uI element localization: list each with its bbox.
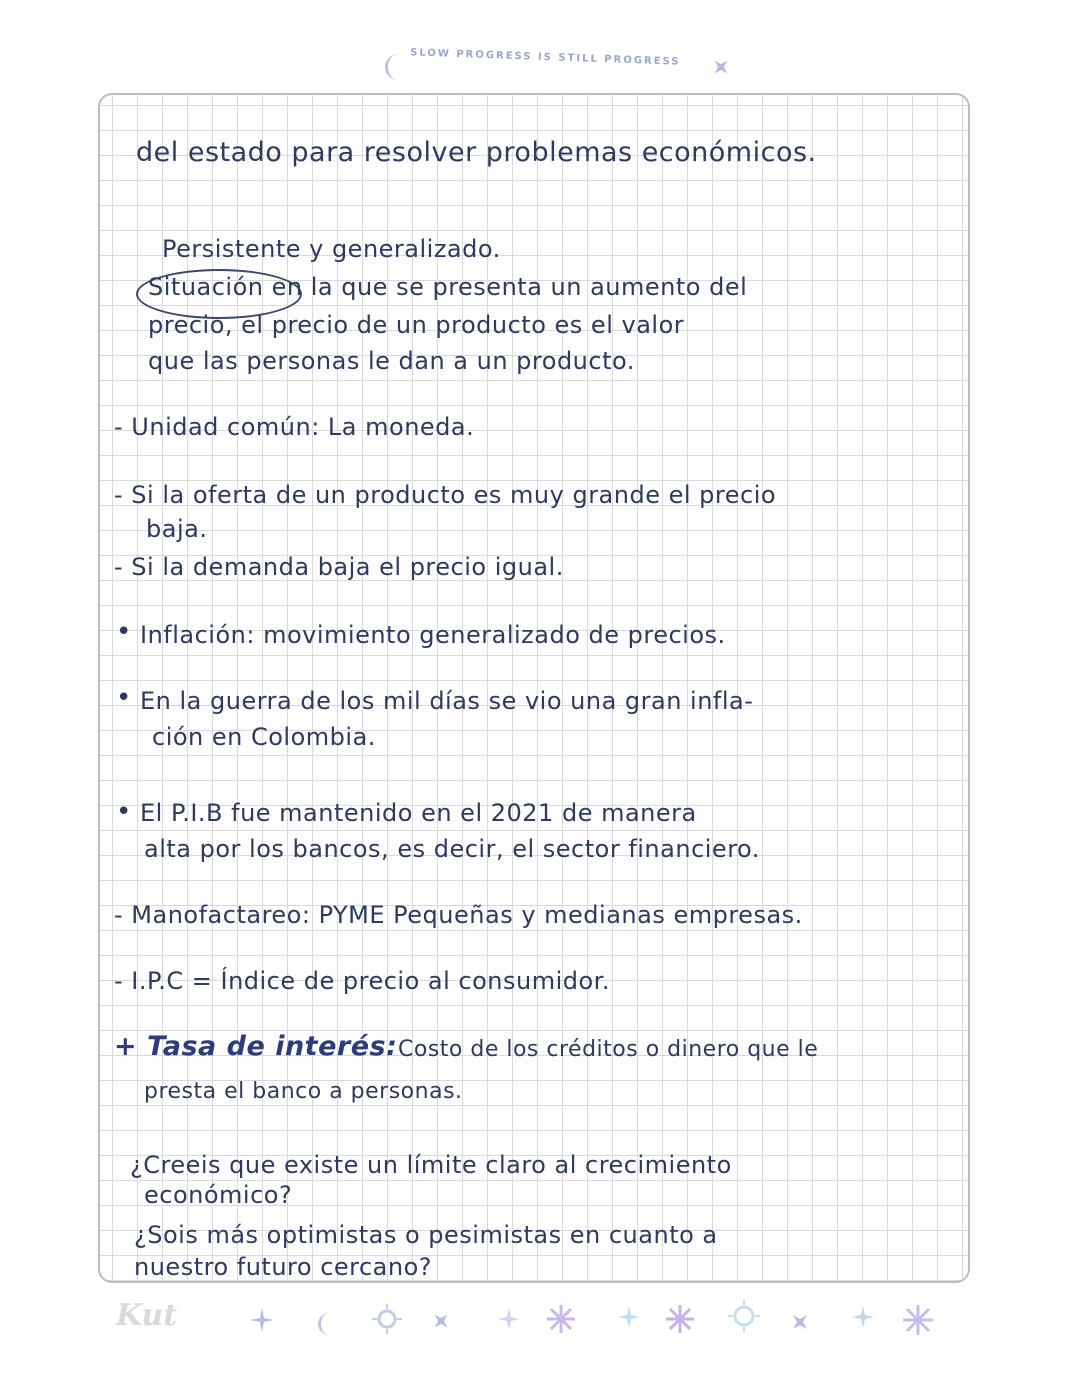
annotation-line: Persistente y generalizado. [162, 235, 501, 263]
text-line: - Manofactareo: PYME Pequeñas y medianas empresas. [114, 901, 803, 929]
text-line: del estado para resolver problemas económicos. [136, 137, 817, 168]
text-line: - Unidad común: La moneda. [114, 413, 475, 441]
text-line: precio, el precio de un producto es el valor [148, 311, 685, 339]
text-line: que las personas le dan a un producto. [148, 347, 635, 375]
question-line: nuestro futuro cercano? [134, 1253, 433, 1281]
text-line: - Si la demanda baja el precio igual. [114, 553, 564, 581]
sparkle-icon [498, 1308, 520, 1330]
notebook-page [98, 93, 970, 1283]
text-line: presta el banco a personas. [144, 1079, 463, 1104]
footer-decorations [110, 1296, 950, 1346]
question-line: económico? [144, 1181, 293, 1209]
sparkle-icon [618, 1306, 640, 1328]
star-icon [432, 1312, 450, 1330]
moon-icon [380, 52, 406, 82]
text-line: - Si la oferta de un producto es muy grande el precio [114, 481, 777, 509]
question-line: ¿Creeis que existe un límite claro al crecimiento [130, 1151, 732, 1179]
sparkle-icon [250, 1308, 274, 1332]
sun-icon [728, 1300, 760, 1332]
bullet-dot: • [116, 617, 132, 647]
text-line: En la guerra de los mil días se vio una gran infla- [140, 687, 754, 715]
text-line: alta por los bancos, es decir, el sector financiero. [144, 835, 760, 863]
text-line: El P.I.B fue mantenido en el 2021 de manera [140, 799, 697, 827]
term-heading: + Tasa de interés: [114, 1031, 398, 1062]
moon-icon [315, 1312, 333, 1336]
term-heading-text: Tasa de interés: [147, 1031, 398, 1062]
burst-icon [902, 1304, 934, 1336]
text-line: Costo de los créditos o dinero que le [398, 1037, 819, 1062]
star-icon [790, 1312, 810, 1332]
text-line: ción en Colombia. [152, 723, 376, 751]
header-banner [380, 48, 760, 88]
star-icon [712, 58, 730, 76]
sparkle-icon [852, 1306, 874, 1328]
burst-icon [546, 1304, 576, 1334]
brand-logo: Kut [116, 1298, 178, 1333]
sun-icon [372, 1304, 402, 1334]
text-line: baja. [146, 515, 208, 543]
text-line: Situación en la que se presenta un aumento del [148, 273, 748, 301]
burst-icon [665, 1304, 695, 1334]
text-line: - I.P.C = Índice de precio al consumidor. [114, 967, 610, 995]
banner-text: SLOW PROGRESS IS STILL PROGRESS [409, 47, 681, 68]
question-line: ¿Sois más optimistas o pesimistas en cuanto a [134, 1221, 718, 1249]
bullet-dot: • [116, 683, 132, 713]
text-line: Inflación: movimiento generalizado de precios. [140, 621, 726, 649]
bullet-dot: • [116, 797, 132, 827]
